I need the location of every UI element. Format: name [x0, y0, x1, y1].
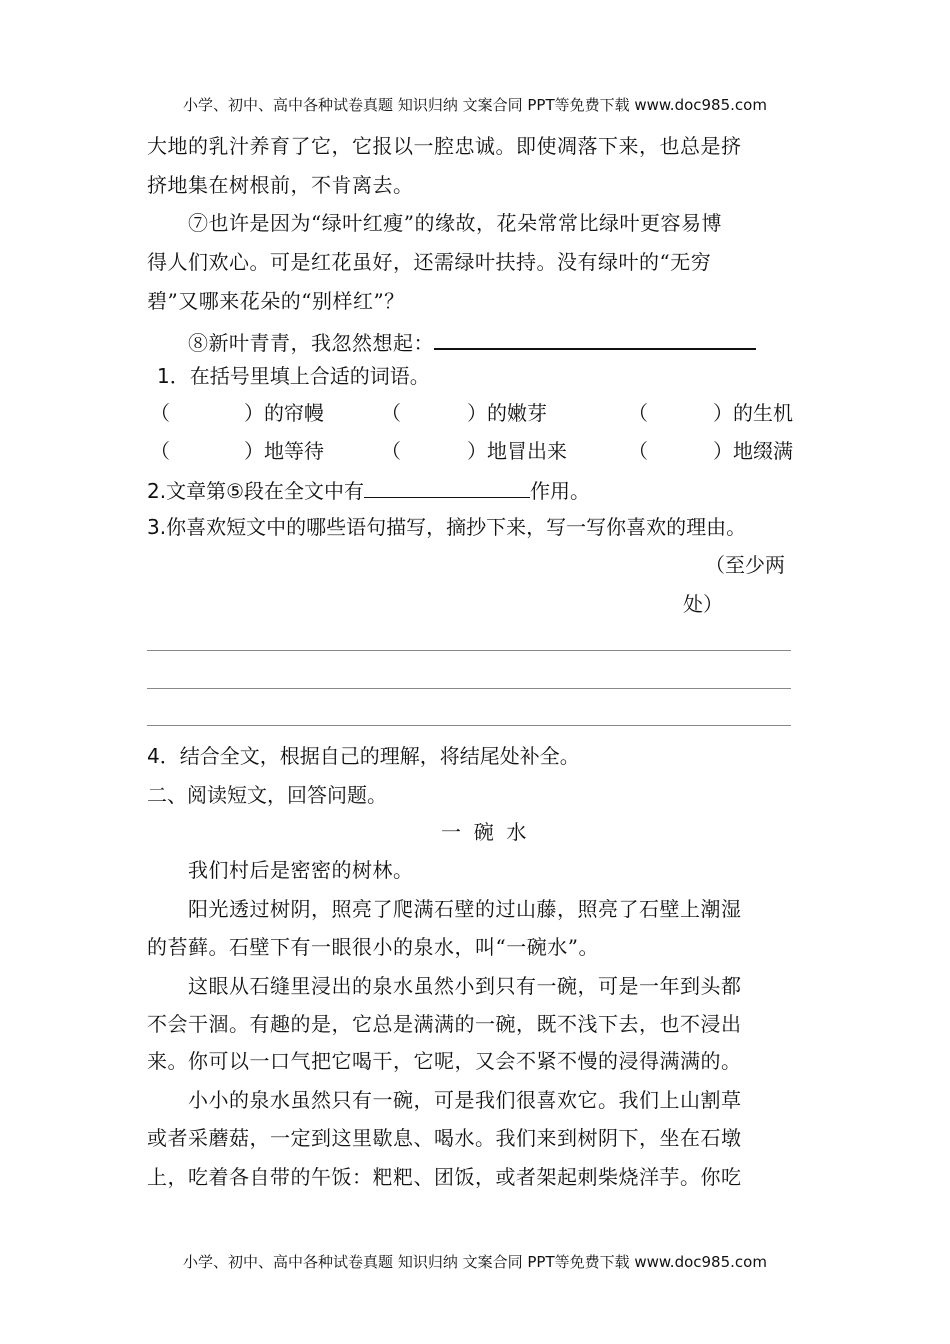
answer-blank-wait[interactable]: ）地等待 [244, 439, 324, 463]
paren-open: （ [150, 439, 170, 463]
question-3-title: 3.你喜欢短文中的哪些语句描写，摘抄下来，写一写你喜欢的理由。 [147, 515, 747, 539]
answer-blank-dot[interactable]: ）地缀满 [713, 439, 793, 463]
story-line: 的苔藓。石壁下有一眼很小的泉水，叫“一碗水”。 [147, 935, 599, 959]
paren-open: （ [150, 401, 170, 425]
story-line: 我们村后是密密的树林。 [188, 858, 414, 882]
question-2-prompt: 2.文章第⑤段在全文中有 [147, 479, 365, 503]
paren-open: （ [381, 401, 401, 425]
passage-line: 挤地集在树根前，不肯离去。 [147, 173, 414, 197]
story-line: 来。你可以一口气把它喝干，它呢，又会不紧不慢的浸得满满的。 [147, 1049, 742, 1073]
passage-paragraph-7: ⑦也许是因为“绿叶红瘦”的缘故，花朵常常比绿叶更容易博 [188, 211, 722, 235]
question-3-note: （至少两 [705, 553, 785, 577]
question-3-note-cont: 处） [683, 592, 723, 616]
question-2-suffix: 作用。 [530, 479, 591, 503]
completion-blank[interactable] [434, 328, 756, 350]
page-footer: 小学、初中、高中各种试卷真题 知识归纳 文案合同 PPT等免费下载 www.doc985.com [183, 1253, 767, 1271]
story-line: 上，吃着各自带的午饭：粑粑、团饭，或者架起刺柴烧洋芋。你吃 [147, 1165, 742, 1189]
section-2-heading: 二、阅读短文，回答问题。 [147, 783, 387, 807]
paren-open: （ [628, 439, 648, 463]
story-line: 这眼从石缝里浸出的泉水虽然小到只有一碗，可是一年到头都 [188, 974, 742, 998]
passage-paragraph-8 [188, 328, 756, 355]
page-header: 小学、初中、高中各种试卷真题 知识归纳 文案合同 PPT等免费下载 www.doc985.com [183, 96, 767, 114]
answer-line[interactable] [147, 725, 791, 726]
answer-blank-emerge[interactable]: ）地冒出来 [467, 439, 567, 463]
question-2 [147, 477, 590, 503]
answer-line[interactable] [147, 688, 791, 689]
question-1-title: 1．在括号里填上合适的词语。 [157, 364, 430, 388]
question-4-title: 4．结合全文，根据自己的理解，将结尾处补全。 [147, 744, 580, 768]
story-title: 一 碗 水 [441, 820, 527, 844]
paren-open: （ [628, 401, 648, 425]
answer-line[interactable] [147, 650, 791, 651]
story-line: 阳光透过树阴，照亮了爬满石壁的过山藤，照亮了石壁上潮湿 [188, 897, 742, 921]
story-line: 或者采蘑菇，一定到这里歇息、喝水。我们来到树阴下，坐在石墩 [147, 1126, 742, 1150]
paragraph-8-text: ⑧新叶青青，我忽然想起： [188, 331, 434, 355]
passage-line: 大地的乳汁养育了它，它报以一腔忠诚。即使凋落下来，也总是挤 [147, 134, 742, 158]
answer-blank-curtain[interactable]: ）的帘幔 [244, 401, 324, 425]
story-line: 小小的泉水虽然只有一碗，可是我们很喜欢它。我们上山割草 [188, 1088, 742, 1112]
answer-blank-vitality[interactable]: ）的生机 [713, 401, 793, 425]
answer-blank-role[interactable] [364, 477, 530, 498]
story-line: 不会干涸。有趣的是，它总是满满的一碗，既不浅下去，也不浸出 [147, 1012, 742, 1036]
passage-line: 碧”又哪来花朵的“别样红”？ [147, 289, 405, 313]
passage-line: 得人们欢心。可是红花虽好，还需绿叶扶持。没有绿叶的“无穷 [147, 250, 712, 274]
paren-open: （ [381, 439, 401, 463]
answer-blank-bud[interactable]: ）的嫩芽 [467, 401, 547, 425]
